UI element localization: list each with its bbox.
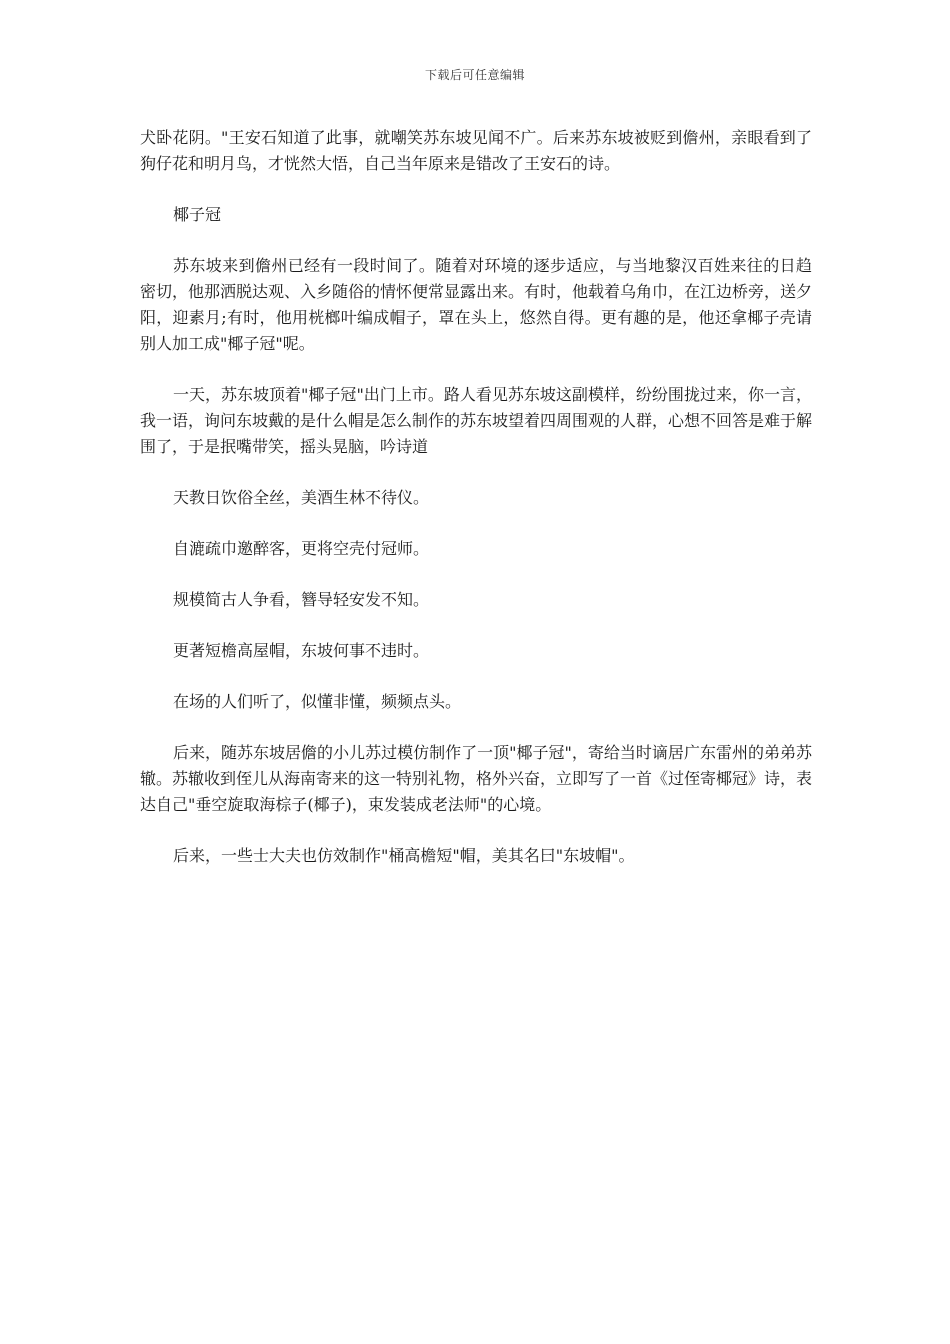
- section-heading: 椰子冠: [173, 205, 222, 224]
- paragraph: 在场的人们听了，似懂非懂，频频点头。: [173, 692, 462, 711]
- paragraph: 一天，苏东坡顶着"椰子冠"出门上市。路人看见苏东坡这副模样，纷纷围拢过来，你一言，我一语，询问东坡戴的是什么帽是怎么制作的苏东坡望着四周围观的人群，心想不回答是难于解围了，于是抿嘴带笑，摇头晃脑，吟诗道: [140, 385, 813, 456]
- poem-line: 天教日饮俗全丝，美酒生林不待仪。: [173, 488, 430, 507]
- page-header-note: 下载后可任意编辑: [424, 68, 525, 82]
- document-body: [140, 125, 812, 894]
- paragraph-continuation: 犬卧花阴。"王安石知道了此事，就嘲笑苏东坡见闻不广。后来苏东坡被贬到儋州，亲眼看到了狗仔花和明月鸟，才恍然大悟，自己当年原来是错改了王安石的诗。: [140, 128, 812, 173]
- poem-line: 规模简古人争看，簪导轻安发不知。: [173, 590, 430, 609]
- poem-line: 自漉疏巾邀醉客，更将空壳付冠师。: [173, 539, 430, 558]
- paragraph: 后来，随苏东坡居儋的小儿苏过模仿制作了一顶"椰子冠"，寄给当时谪居广东雷州的弟弟苏辙。苏辙收到侄儿从海南寄来的这一特别礼物，格外兴奋，立即写了一首《过侄寄椰冠》诗，表达自己"垂空旋取海棕子(椰子)，束发装成老法师"的心境。: [140, 743, 813, 814]
- paragraph: 苏东坡来到儋州已经有一段时间了。随着对环境的逐步适应，与当地黎汉百姓来往的日趋密切，他那洒脱达观、入乡随俗的情怀便常显露出来。有时，他载着乌角巾，在江边桥旁，送夕阳，迎素月;有时，他用桄榔叶编成帽子，罩在头上，悠然自得。更有趣的是，他还拿椰子壳请别人加工成"椰子冠"呢。: [140, 256, 813, 353]
- paragraph: 后来，一些士大夫也仿效制作"桶高檐短"帽，美其名曰"东坡帽"。: [173, 846, 635, 865]
- poem-line: 更著短檐高屋帽，东坡何事不违时。: [173, 641, 430, 660]
